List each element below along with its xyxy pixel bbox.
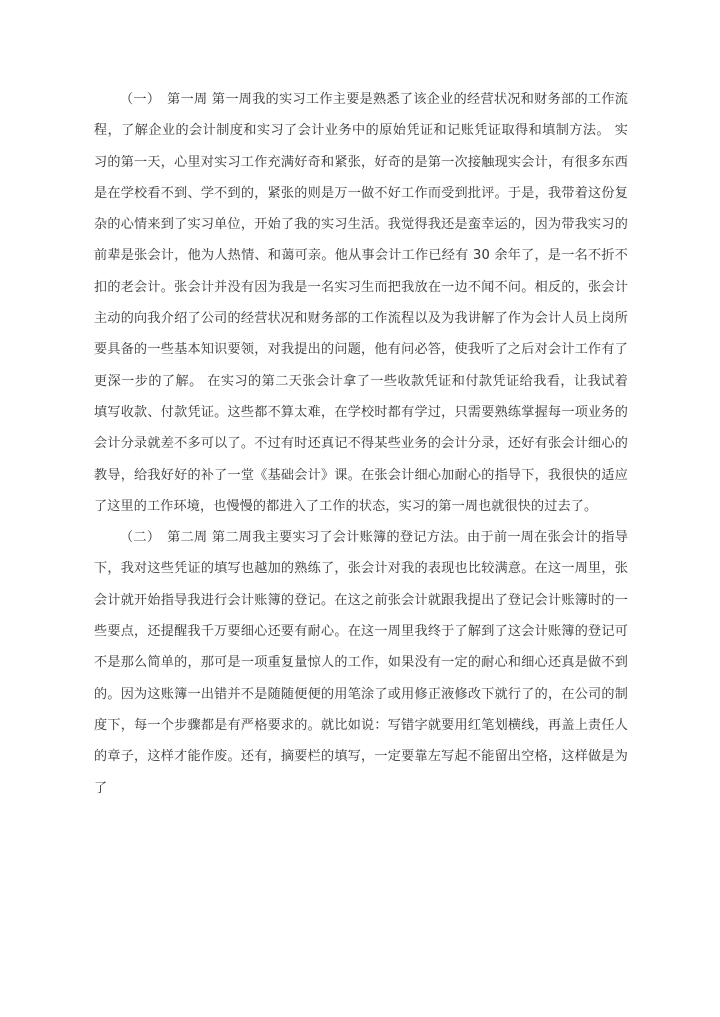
paragraph-week-one: （一） 第一周 第一周我的实习工作主要是熟悉了该企业的经营状况和财务部的工作流程，了解企业的会计制度和实习了会计业务中的原始凭证和记账凭证取得和填制方法。 实习的第一天，心里对实习工作充满好奇和紧张，好奇的是第一次接触现实会计，有很多东西是在学校看不到、学不到的，紧张的则是万一做不好工作而受到批评。于是，我带着这份复杂的心情来到了实习单位，开始了我的实习生活。我觉得我还是蛮幸运的，因为带我实习的前辈是张会计，他为人热情、和蔼可亲。他从事会计工作已经有 30 余年了，是一名不折不扣的老会计。张会计并没有因为我是一名实习生而把我放在一边不闻不问。相反的，张会计主动的向我介绍了公司的经营状况和财务部的工作流程以及为我讲解了作为会计人员上岗所要具备的一些基本知识要领，对我提出的问题，他有问必答，使我听了之后对会计工作有了更深一步的了解。 在实习的第二天张会计拿了一些收款凭证和付款凭证给我看，让我试着填写收款、付款凭证。这些都不算太难，在学校时都有学过，只需要熟练掌握每一项业务的会计分录就差不多可以了。不过有时还真记不得某些业务的会计分录，还好有张会计细心的教导，给我好好的补了一堂《基础会计》课。在张会计细心加耐心的指导下，我很快的适应了这里的工作环境，也慢慢的都进入了工作的状态，实习的第一周也就很快的过去了。 <box>94 92 628 514</box>
paragraph-week-two: （二） 第二周 第二周我主要实习了会计账簿的登记方法。由于前一周在张会计的指导下，我对这些凭证的填写也越加的熟练了，张会计对我的表现也比较满意。在这一周里，张会计就开始指导我进行会计账簿的登记。在这之前张会计就跟我提出了登记会计账簿时的一些要点，还提醒我千万要细心还要有耐心。在这一周里我终于了解到了这会计账簿的登记可不是那么简单的，那可是一项重复量惊人的工作，如果没有一定的耐心和细心还真是做不到的。因为这账簿一出错并不是随随便便的用笔涂了或用修正液修改下就行了的，在公司的制度下，每一个步骤都是有严格要求的。就比如说：写错字就要用红笔划横线，再盖上责任人的章子，这样才能作废。还有，摘要栏的填写，一定要靠左写起不能留出空格，这样做是为了 <box>94 530 628 796</box>
document-body <box>94 84 628 804</box>
